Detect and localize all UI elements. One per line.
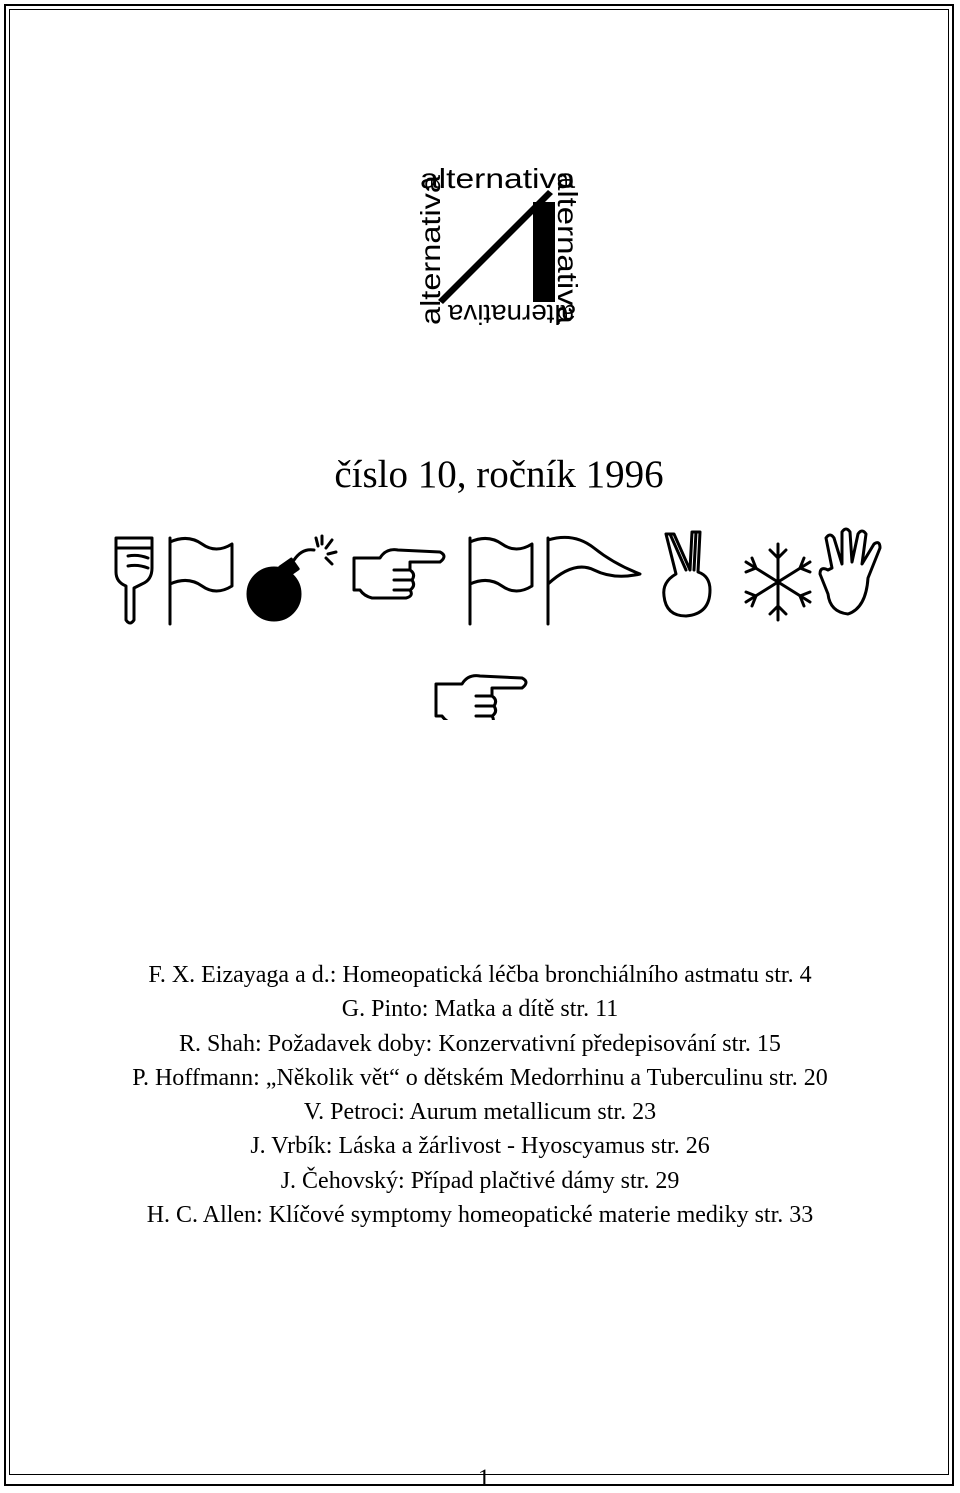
logo-bar: [533, 202, 555, 302]
toc-entry: V. Petroci: Aurum metallicum str. 23: [303, 1099, 657, 1126]
hand-point-right-icon: [436, 676, 526, 720]
hand-point-down-icon: [116, 538, 152, 623]
dingbat-row: [100, 520, 900, 720]
flag-icon: [170, 538, 232, 624]
victory-hand-icon: [664, 532, 710, 616]
pennant-icon: [548, 537, 640, 624]
table-of-contents: [0, 958, 960, 1232]
toc-entry: J. Čehovský: Případ plačtivé dámy str. 29: [280, 1167, 680, 1194]
issue-line: číslo 10, ročník 1996: [334, 453, 664, 496]
alternativa-logo: [408, 160, 588, 330]
hand-point-right-icon: [354, 550, 444, 598]
toc-entry: H. C. Allen: Klíčové symptomy homeopatické materie mediky str. 33: [146, 1202, 814, 1229]
snowflake-icon: [746, 544, 810, 620]
bomb-icon: [248, 536, 336, 620]
toc-entry: R. Shah: Požadavek doby: Konzervativní předepisování str. 15: [179, 1030, 781, 1057]
flag-icon: [470, 538, 532, 624]
logo-word-top: alternativa: [420, 163, 576, 194]
toc-entry: P. Hoffmann: „Několik vět“ o dětském Medorrhinu a Tuberculinu str. 20: [132, 1064, 828, 1091]
open-hand-icon: [820, 529, 880, 614]
toc-entry: J. Vrbík: Láska a žárlivost - Hyoscyamus str. 26: [250, 1133, 710, 1160]
logo-word-right: alternativa: [552, 172, 583, 302]
logo-word-bottom: alternativa: [447, 299, 576, 330]
toc-entry: G. Pinto: Matka a dítě str. 11: [341, 996, 619, 1023]
logo-word-left: alternativa: [415, 195, 446, 325]
page-number: 1: [477, 1465, 491, 1492]
toc-entry: F. X. Eizayaga a d.: Homeopatická léčba bronchiálního astmatu str. 4: [148, 962, 812, 988]
